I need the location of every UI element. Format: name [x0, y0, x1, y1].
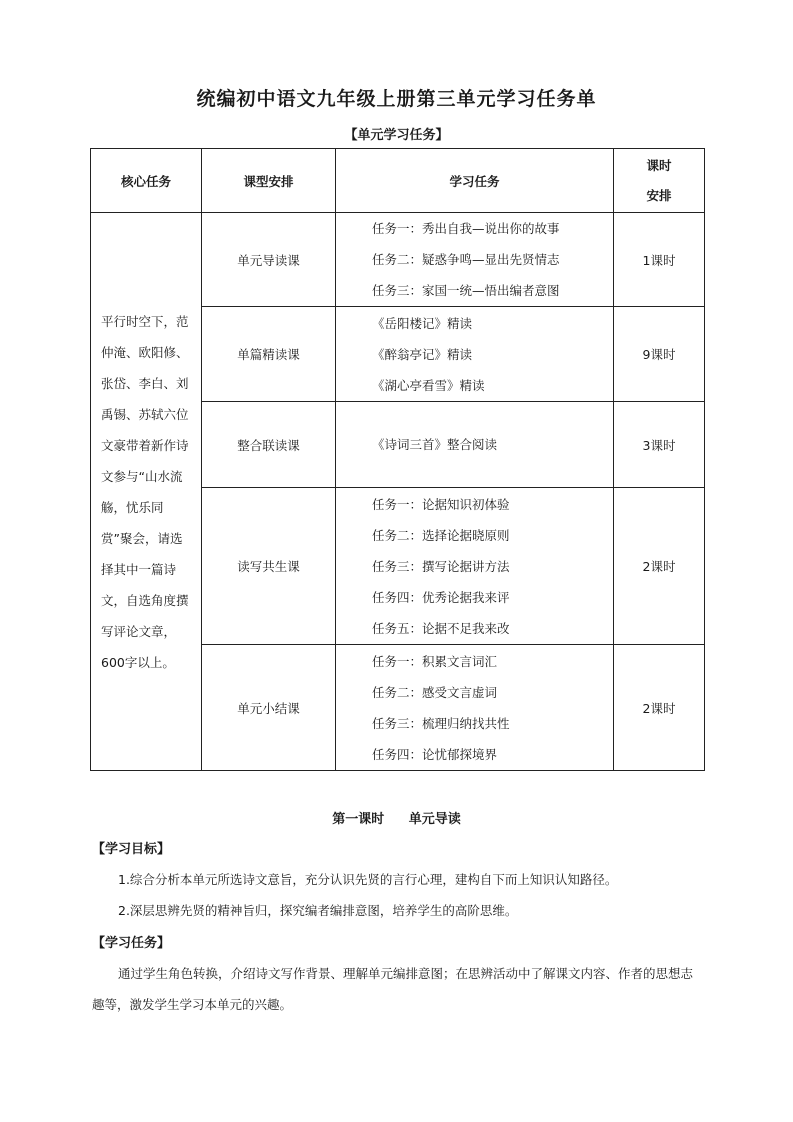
header-core-task: 核心任务 — [91, 149, 202, 213]
header-hours-line2: 安排 — [646, 187, 672, 203]
task-item: 任务一：秀出自我—说出你的故事 — [372, 221, 560, 236]
table-caption: 【单元学习任务】 — [344, 128, 449, 143]
task-item: 任务一：论据知识初体验 — [372, 496, 510, 512]
table-header-row — [91, 149, 705, 213]
lesson-type-cell: 单篇精读课 — [202, 307, 336, 402]
header-hours-line1: 课时 — [646, 157, 672, 173]
goals-label: 【学习目标】 — [92, 842, 171, 857]
goal-item: 1.综合分析本单元所选诗文意旨，充分认识先贤的言行心理，建构自下而上知识认知路径。 — [118, 872, 618, 887]
task-list-cell — [336, 488, 614, 645]
hours-cell: 9课时 — [614, 307, 705, 402]
header-lesson-type: 课型安排 — [202, 149, 336, 213]
task-item: 任务二：选择论据晓原则 — [372, 527, 510, 543]
task-list-cell — [336, 402, 614, 488]
lesson-heading-part1: 第一课时 — [332, 812, 385, 827]
header-hours — [614, 149, 705, 213]
core-task-cell: 平行时空下，范仲淹、欧阳修、张岱、李白、刘禹锡、苏轼六位文豪带着新作诗文参与“山水流觞，忧乐同赏”聚会，请选择其中一篇诗文，自选角度撰写评论文章，600字以上。 — [91, 213, 202, 771]
task-list-cell — [336, 213, 614, 307]
task-item: 任务三：家国一统—悟出编者意图 — [372, 283, 560, 298]
task-list-cell — [336, 307, 614, 402]
hours-cell: 1课时 — [614, 213, 705, 307]
task-item: 《诗词三首》整合阅读 — [372, 437, 498, 452]
lesson-type-cell: 单元导读课 — [202, 213, 336, 307]
task-item: 任务五：论据不足我来改 — [372, 620, 510, 636]
task-item: 任务三：撰写论据讲方法 — [372, 558, 510, 574]
tasks-paragraph: 通过学生角色转换，介绍诗文写作背景、理解单元编排意图；在思辨活动中了解课文内容、作者的思想志趣等，激发学生学习本单元的兴趣。 — [92, 966, 694, 1012]
table-row — [91, 213, 705, 307]
goal-item: 2.深层思辨先贤的精神旨归，探究编者编排意图，培养学生的高阶思维。 — [118, 903, 518, 918]
tasks-label: 【学习任务】 — [92, 936, 171, 951]
task-list-cell — [336, 645, 614, 771]
task-item: 任务一：积累文言词汇 — [372, 653, 498, 669]
document-title: 统编初中语文九年级上册第三单元学习任务单 — [196, 88, 597, 110]
lesson-type-cell: 单元小结课 — [202, 645, 336, 771]
task-item: 《醉翁亭记》精读 — [372, 346, 473, 362]
lesson-type-cell: 读写共生课 — [202, 488, 336, 645]
hours-cell: 2课时 — [614, 645, 705, 771]
task-item: 任务三：梳理归纳找共性 — [372, 715, 510, 731]
task-item: 任务二：感受文言虚词 — [372, 684, 498, 700]
hours-cell: 3课时 — [614, 402, 705, 488]
header-learning-tasks: 学习任务 — [336, 149, 614, 213]
lesson-heading-part2: 单元导读 — [408, 812, 461, 827]
task-item: 任务二：疑惑争鸣—显出先贤情志 — [372, 252, 560, 267]
lesson-heading — [0, 808, 793, 827]
task-item: 《湖心亭看雪》精读 — [372, 377, 485, 393]
task-item: 任务四：论忧郁探境界 — [372, 746, 498, 762]
unit-task-table — [90, 148, 705, 771]
hours-cell: 2课时 — [614, 488, 705, 645]
task-item: 《岳阳楼记》精读 — [372, 315, 473, 331]
lesson-type-cell: 整合联读课 — [202, 402, 336, 488]
task-item: 任务四：优秀论据我来评 — [372, 589, 510, 605]
